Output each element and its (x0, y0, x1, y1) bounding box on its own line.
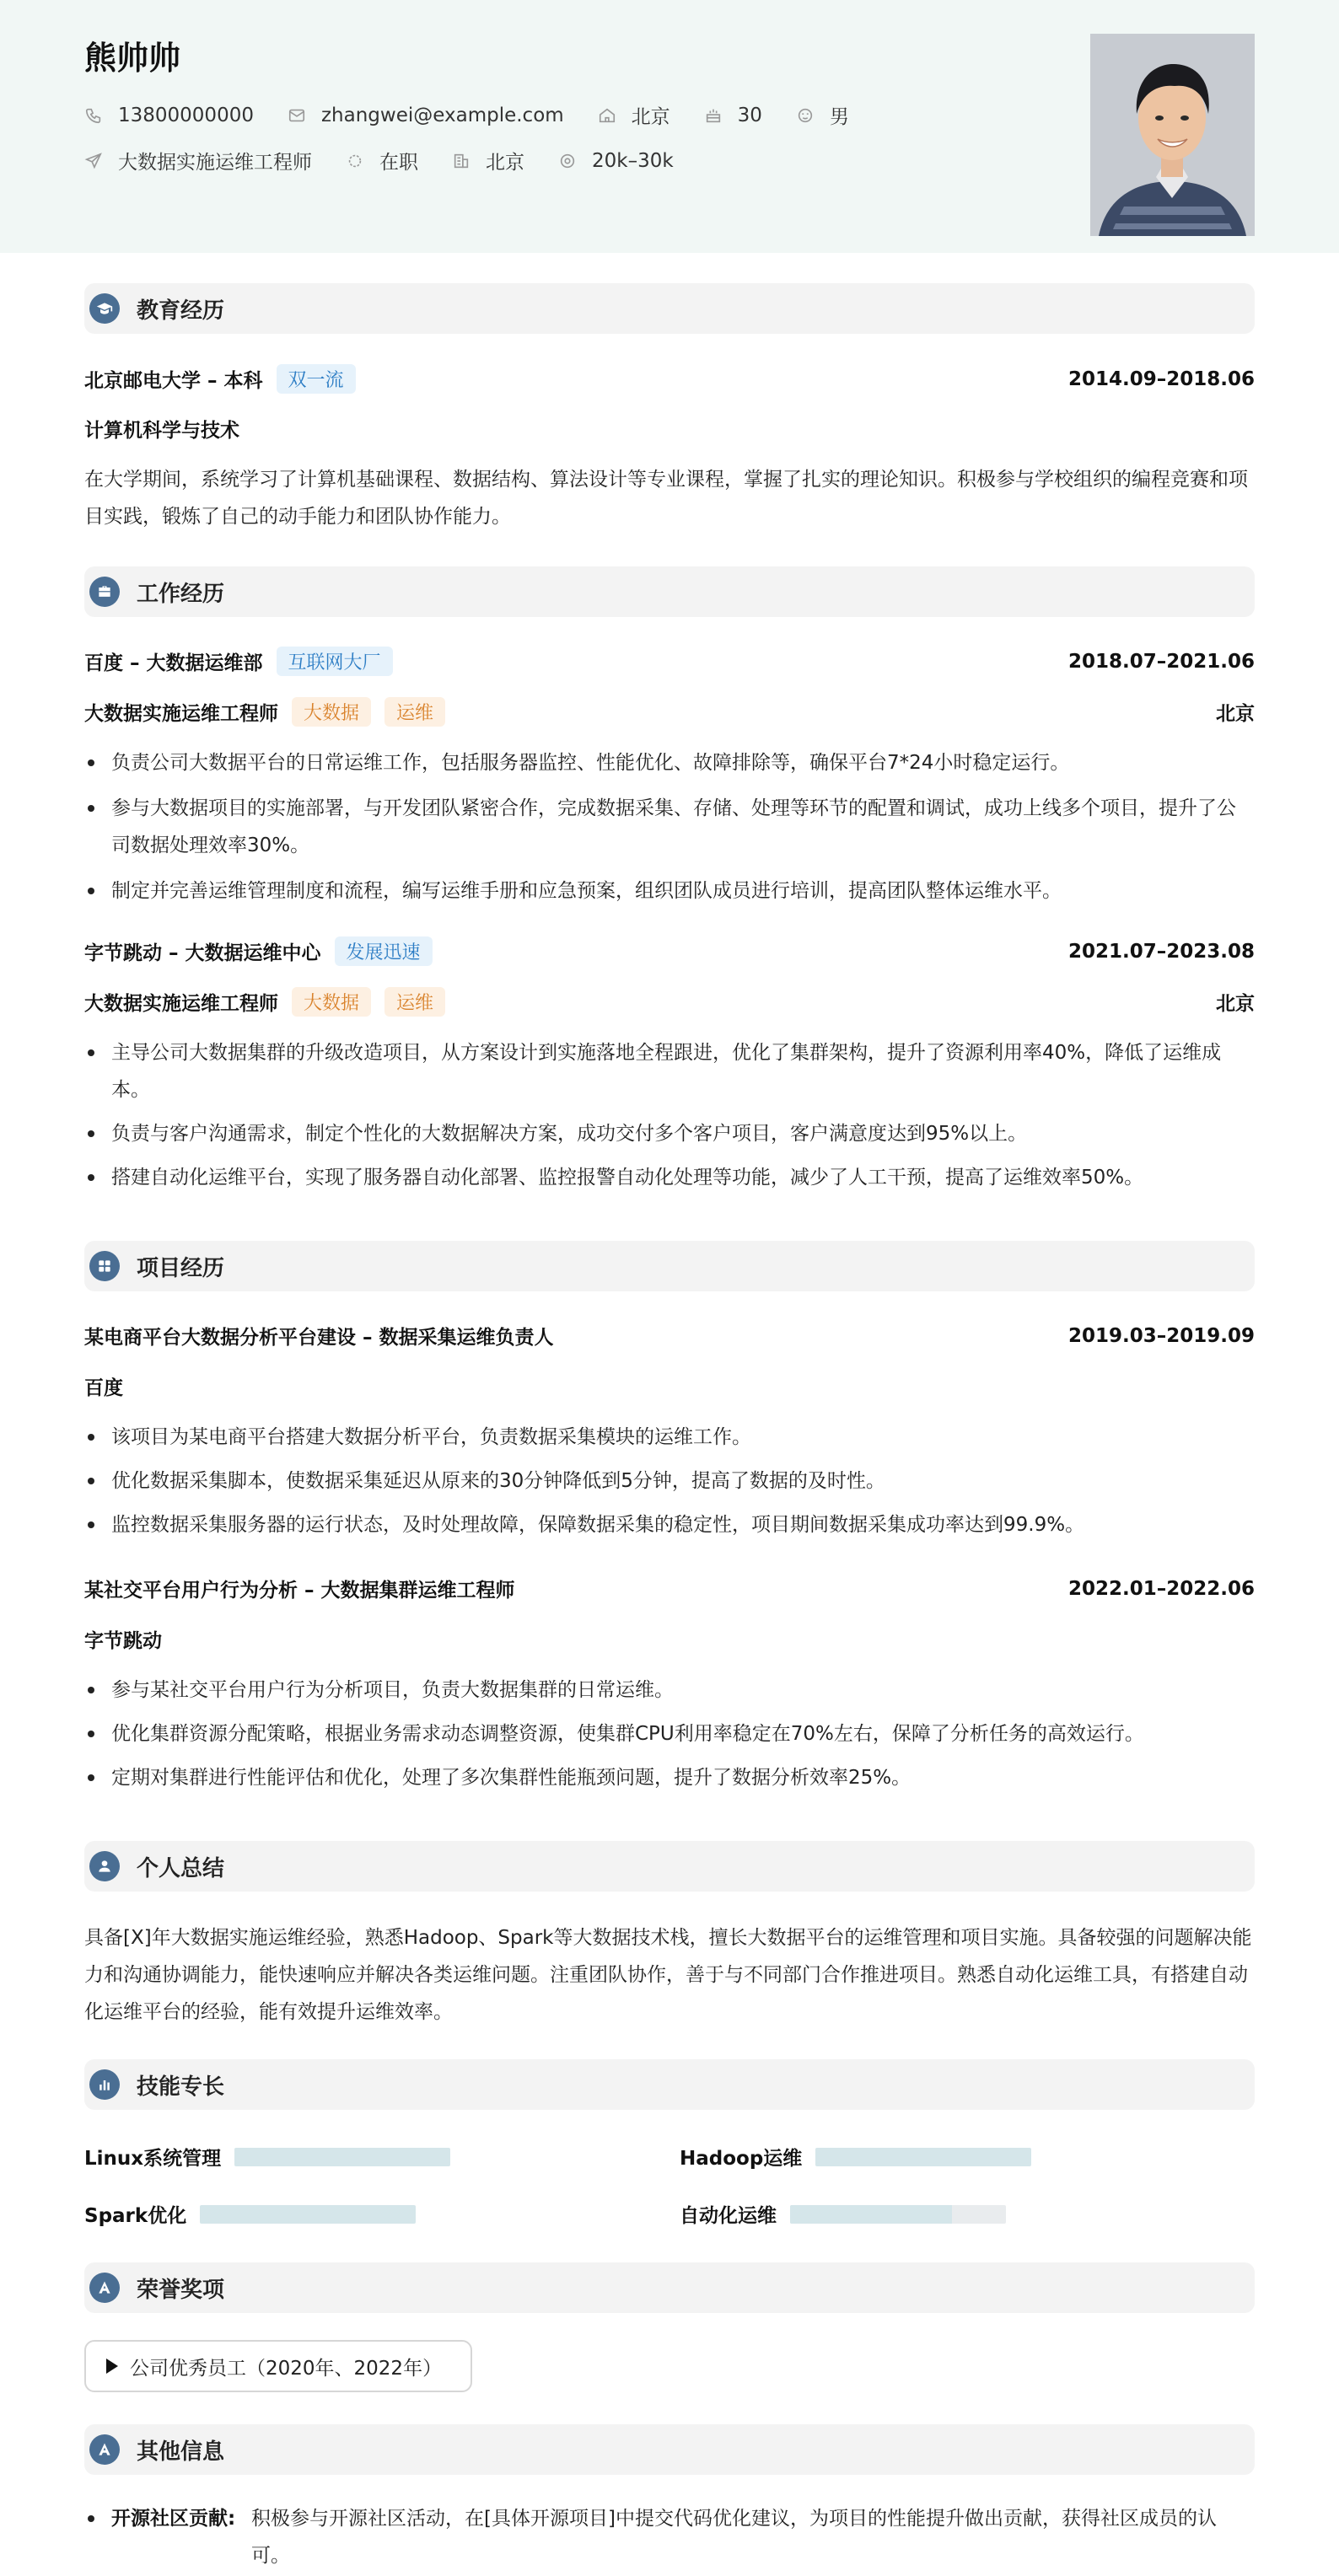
work-period: 2021.07–2023.08 (1067, 940, 1255, 963)
education-major: 计算机科学与技术 (84, 420, 239, 442)
work-bullet: 负责公司大数据平台的日常运维工作，包括服务器监控、性能优化、故障排除等，确保平台7*24小时稳定运行。 (84, 744, 1255, 781)
profile-photo (1090, 34, 1255, 236)
skill-name: Linux系统管理 (84, 2148, 222, 2170)
contact-row (84, 101, 883, 129)
project-entry-header (84, 1575, 1255, 1602)
skill-item (680, 2143, 1031, 2171)
section-projects-header (84, 1241, 1255, 1291)
work-bullet: 主导公司大数据集群的升级改造项目，从方案设计到实施落地全程跟进，优化了集群架构，提升了资源利用率40%，降低了运维成本。 (84, 1034, 1255, 1108)
project-title: 某社交平台用户行为分析 – 大数据集群运维工程师 (84, 1580, 515, 1602)
email-item (288, 105, 564, 126)
salary-item (558, 150, 674, 172)
other-text: 积极参与开源社区活动，在[具体开源项目]中提交代码优化建议，为项目的性能提升做出贡献，获得社区成员的认可。 (251, 2508, 1217, 2567)
work-location: 北京 (1216, 993, 1255, 1015)
work-bullet: 负责与客户沟通需求，制定个性化的大数据解决方案，成功交付多个客户项目，客户满意度达到95%以上。 (84, 1115, 1255, 1152)
section-title: 其他信息 (137, 2439, 225, 2465)
skill-bar (815, 2148, 1031, 2166)
school-degree: 北京邮电大学 – 本科 (84, 370, 263, 392)
job-target-item (84, 147, 312, 174)
section-skills-header (84, 2059, 1255, 2110)
skill-bar-fill (200, 2205, 416, 2224)
gender-item (796, 101, 849, 129)
job-row (84, 147, 707, 174)
status-item (346, 147, 418, 174)
skill-bar-fill (790, 2205, 952, 2224)
section-title: 工作经历 (137, 581, 225, 607)
education-period: 2014.09–2018.06 (1067, 368, 1255, 390)
skill-bar (234, 2148, 450, 2166)
section-awards-header (84, 2262, 1255, 2313)
email-value: zhangwei@example.com (320, 104, 564, 126)
skill-bar-fill (234, 2148, 450, 2166)
skill-name: Spark优化 (84, 2205, 187, 2227)
project-period: 2022.01–2022.06 (1067, 1577, 1255, 1600)
section-other-header (84, 2424, 1255, 2475)
user-icon (89, 1851, 120, 1881)
project-bullet: 参与某社交平台用户行为分析项目，负责大数据集群的日常运维。 (84, 1672, 1255, 1709)
resume-header (0, 0, 1339, 253)
city-value: 北京 (486, 152, 524, 174)
skill-item (84, 2200, 416, 2228)
summary-text: 具备[X]年大数据实施运维经验，熟悉Hadoop、Spark等大数据技术栈，擅长大数据平台的运维管理和项目实施。具备较强的问题解决能力和沟通协调能力，能快速响应并解决各类运维问题。注重团队协作，善于与不同部门合作推进项目。熟悉自动化运维工具，有搭建自动化运维平台的经验，能有效提升运维效率。 (84, 1927, 1252, 2023)
mail-icon (288, 106, 306, 125)
section-summary-header (84, 1841, 1255, 1892)
project-company: 字节跳动 (84, 1630, 162, 1652)
work-role: 大数据实施运维工程师 (84, 703, 278, 725)
work-bullet: 参与大数据项目的实施部署，与开发团队紧密合作，完成数据采集、存储、处理等环节的配置和调试，成功上线多个项目，提升了公司数据处理效率30%。 (84, 790, 1255, 864)
salary-value: 20k–30k (592, 149, 674, 172)
section-title: 项目经历 (137, 1255, 225, 1281)
section-work-header (84, 566, 1255, 617)
send-icon (84, 152, 103, 170)
section-title: 教育经历 (137, 298, 225, 324)
work-role-line (84, 987, 1255, 1017)
skill-bar (790, 2205, 1006, 2224)
gender-value: 男 (829, 106, 849, 128)
skill-bar (200, 2205, 416, 2224)
coin-icon (558, 152, 577, 170)
project-bullet: 定期对集群进行性能评估和优化，处理了多次集群性能瓶颈问题，提升了数据分析效率25%。 (84, 1759, 1255, 1796)
skill-name: Hadoop运维 (680, 2148, 803, 2170)
other-label: 开源社区贡献: (111, 2508, 236, 2530)
skill-tag: 运维 (384, 987, 445, 1017)
work-company: 字节跳动 – 大数据运维中心 (84, 942, 321, 964)
project-bullet: 优化集群资源分配策略，根据业务需求动态调整资源，使集群CPU利用率稳定在70%左右，保障了分析任务的高效运行。 (84, 1715, 1255, 1752)
work-entry-header (84, 647, 1255, 676)
skill-tag: 运维 (384, 697, 445, 727)
cake-icon (704, 106, 723, 125)
hometown-item (598, 101, 670, 129)
skill-tag: 大数据 (292, 697, 371, 727)
city-item (452, 147, 524, 174)
project-bullet: 优化数据采集脚本，使数据采集延迟从原来的30分钟降低到5分钟，提高了数据的及时性。 (84, 1462, 1255, 1500)
skill-item (84, 2143, 450, 2171)
project-company-line (84, 1625, 1255, 1653)
work-period: 2018.07–2021.06 (1067, 650, 1255, 673)
skill-tag: 大数据 (292, 987, 371, 1017)
bar-chart-icon (89, 2069, 120, 2100)
project-bullet: 该项目为某电商平台搭建大数据分析平台，负责数据采集模块的运维工作。 (84, 1419, 1255, 1456)
skill-bar-fill (815, 2148, 1031, 2166)
expand-triangle-icon (106, 2359, 118, 2374)
school-tag: 双一流 (277, 364, 356, 394)
section-title: 技能专长 (137, 2074, 225, 2100)
age-value: 30 (737, 104, 762, 126)
work-entry-header (84, 936, 1255, 966)
education-major-line (84, 415, 1255, 443)
graduation-cap-icon (89, 293, 120, 324)
section-education-header (84, 283, 1255, 334)
project-company: 百度 (84, 1377, 123, 1399)
work-role-line (84, 697, 1255, 727)
education-description: 在大学期间，系统学习了计算机基础课程、数据结构、算法设计等专业课程，掌握了扎实的理论知识。积极参与学校组织的编程竞赛和项目实践，锻炼了自己的动手能力和团队协作能力。 (84, 469, 1248, 528)
work-company: 百度 – 大数据运维部 (84, 652, 263, 674)
work-location: 北京 (1216, 703, 1255, 725)
company-tag: 发展迅速 (335, 936, 433, 966)
project-bullet: 监控数据采集服务器的运行状态，及时处理故障，保障数据采集的稳定性，项目期间数据采集成功率达到99.9%。 (84, 1506, 1255, 1543)
award-icon (89, 2273, 120, 2303)
home-icon (598, 106, 616, 125)
work-role: 大数据实施运维工程师 (84, 993, 278, 1015)
section-title: 荣誉奖项 (137, 2277, 225, 2303)
project-period: 2019.03–2019.09 (1067, 1324, 1255, 1347)
building-icon (452, 152, 471, 170)
candidate-name: 熊帅帅 (84, 40, 181, 77)
phone-icon (84, 106, 103, 125)
work-bullet: 制定并完善运维管理制度和流程，编写运维手册和应急预案，组织团队成员进行培训，提高团队整体运维水平。 (84, 872, 1255, 910)
grid-icon (89, 1251, 120, 1281)
job-target-value: 大数据实施运维工程师 (118, 152, 312, 174)
project-entry-header (84, 1322, 1255, 1350)
status-icon (346, 152, 364, 170)
info-icon (89, 2434, 120, 2465)
hometown-value: 北京 (631, 106, 670, 128)
education-entry-header (84, 364, 1255, 394)
award-text: 公司优秀员工（2020年、2022年） (130, 2357, 443, 2380)
company-tag: 互联网大厂 (277, 647, 393, 676)
project-title: 某电商平台大数据分析平台建设 – 数据采集运维负责人 (84, 1327, 554, 1349)
award-item[interactable] (84, 2340, 472, 2392)
skill-item (680, 2200, 1006, 2228)
age-item (704, 105, 762, 126)
project-company-line (84, 1372, 1255, 1400)
phone-item (84, 105, 254, 126)
status-value: 在职 (379, 152, 418, 174)
section-title: 个人总结 (137, 1855, 225, 1881)
briefcase-icon (89, 577, 120, 607)
work-bullet: 搭建自动化运维平台，实现了服务器自动化部署、监控报警自动化处理等功能，减少了人工干预，提高了运维效率50%。 (84, 1159, 1255, 1196)
gender-icon (796, 106, 815, 125)
skill-name: 自动化运维 (680, 2205, 777, 2227)
phone-value: 13800000000 (118, 104, 254, 126)
